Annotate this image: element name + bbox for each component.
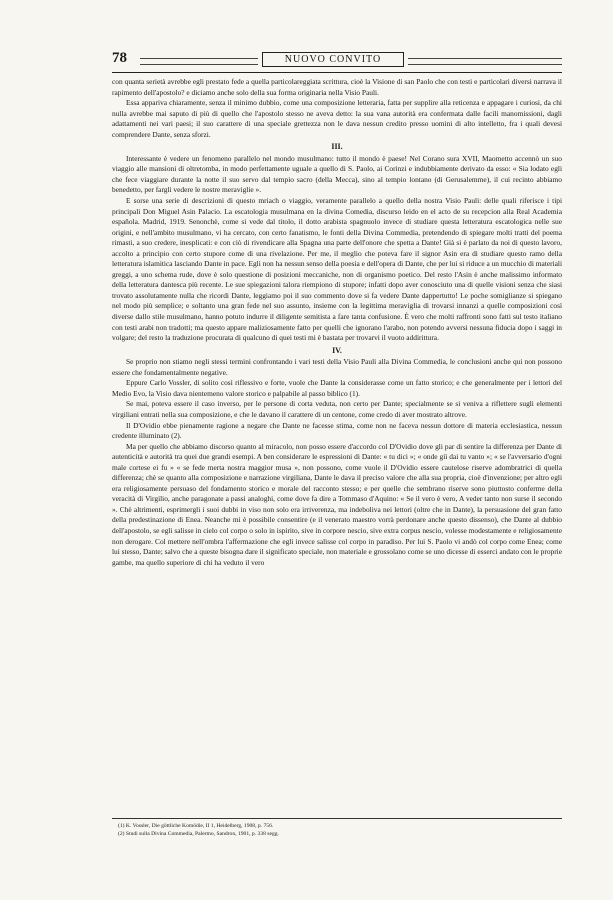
- paragraph: E sorse una serie di descrizioni di questo mriach o viaggio, veramente parallelo a quello della nostra Visio Pauli: delle quali riferisce i tipi principali Don Miguel Asin Palacio. La escatologia musulmana en la divina Comedia, discurso leido en el acto de su recepcion alla Real Academia española. Madrid, 1919. Senonchè, come si vede dal titolo, il dotto arabista spagnuolo invece di studiare questa letteratura escatologica nelle sue origini, e nell'ambito musulmano, vi ha cercato, con certo fanatismo, le fonti della Divina Commedia, pretendendo di spiegare molti tratti del poema rimasti, a suo credere, inesplicati: e con ciò di rivendicare alla Spagna una parte dell'onore che spetta a Dante! Già si è parlato da noi di questo lavoro, accolto a principio con certo stupore come di una rivelazione. Per me, il meglio che poteva fare il signor Asin era di studiare questo ramo della letteratura islamitica lasciando Dante in pace. Egli non ha nessun senso della poesia e dell'opera di Dante, che per lui si riduce a un mucchio di materiali greggi, a uno schema rude, dove è solo questione di posizioni meccaniche, non di organismo poetico. Del resto l'Asin è anche malissimo informato della letteratura dantesca più recente. Le sue spiegazioni talora riempiono di stupore; infatti dopo aver conosciuto una di quelle visioni senza che siasi trovato assolutamente nulla che ricordi Dante, leggiamo poi il suo commento dove si fa vedere Dante dappertutto! Le poche somiglianze si spiegano nel modo più semplice; e soltanto una gran fede nel suo assunto, insieme con la legittima meraviglia di trovarsi innanzi a quelle composizioni così diverse dallo stile musulmano, hanno potuto indurre il diligente semitista a fare tanta confusione. È vero che molti raffronti sono fatti sul testo italiano con testi arabi non tradotti; ma questo appare maliziosamente fatto per quelli che ignorano l'arabo, non potendo avversi nessuna fiducia dopo i saggi in volgare; del resto la traduzione procurata di qualcuno di quei testi mi è bastata per trovarvi il vuoto addirittura.: [112, 196, 562, 343]
- section-heading: IV.: [332, 345, 342, 355]
- footnote: (2) Studi sulla Divina Commedia, Palermo, Sandron, 1901, p. 338 segg.: [118, 831, 279, 837]
- running-header: [112, 48, 562, 73]
- page-number: 78: [112, 50, 127, 66]
- page: [112, 48, 562, 568]
- footnotes: [112, 818, 562, 838]
- article-body: [112, 77, 562, 568]
- header-ornament-left: [140, 58, 258, 65]
- paragraph: Interessante è vedere un fenomeno parallelo nel mondo musulmano: tutto il mondo è paese! Nel Corano sura XVII, Maometto accennò un suo viaggio alle mansioni di oltretomba, in modo perfettamente uguale a quello di S. Paolo, ai Corinzi e indubbiamente derivato da esso: « Sia lodato egli che fece viaggiare durante la notte il suo servo dal tempio sacro (della Mecca), sino al tempio lontano (di Gerusalemme), il cui recinto abbiamo benedetto, per fargli vedere le nostre meraviglie ».: [112, 153, 562, 195]
- footnote: (1) K. Vossler, Die göttliche Komödie, II 1, Heidelberg, 1908, p. 756.: [118, 823, 274, 829]
- header-ornament-right: [408, 58, 562, 65]
- paragraph: Ma per quello che abbiamo discorso quanto al miracolo, non posso essere d'accordo col D'Ovidio dove gli par di sentire la differenza per Dante di autenticità e autorità tra quei due grandi esempi. A ben considerare le espressioni di Dante: « tu dici »; « onde giì dai tu vanto »; « se l'avversario d'ogni male cortese ei fu » « se fede merta nostra maggior musa », non possono, come vuole il D'Ovidio essere cautelose riserve adombratrici di quella differenza; chè se quanto alla composizione e narrazione virgiliana, Dante le dava il preciso valore che alla sua propria, cioè d'invenzione; per altro egli era religiosamente persuaso del fondamento storico e morale del racconto stesso; e per quelle che sembrano riserve sono piuttosto conferme della veracità di Virgilio, anche paragonate a passi analoghi, come dove fa dire a Tommaso d'Aquino: « Se il vero è vero, A veder tanto non surse il secondo ». Chè altrimenti, esprimergli i suoi dubbi in viso non solo era irriverenza, ma indeboliva nei lettori (oltre che in Dante), la persuasione del gran fatto della predestinazione di Enea. Neanche mi è possibile consentire (e il venerato maestro vorrà perdonare anche questo dissenso), che Dante al dubbio dell'apostolo, se egli salisse in cielo col corpo o solo in ispirito, sive in corpore nescio, sive extra corpus nescio, volesse modestamente e religiosamente non derogare. Col mettere nell'ombra l'affermazione che egli invece salisse col corpo in paradiso. Per lui S. Paolo vi andò col corpo come Enea; come lui stesso, Dante; salvo che a queste bisogna dare il significato speciale, non materiale e grossolano come se uno dicesse di esserci andato con le proprie gambe, ma quello superiore di chi ha veduto il vero: [112, 441, 562, 567]
- paragraph: Essa appariva chiaramente, senza il minimo dubbio, come una composizione letteraria, fatta per supplire alla reticenza e appagare i curiosi, da chi nulla avrebbe mai saputo di più di quello che l'apostolo stesso ne aveva detto: la sua vana autorità era confermata dalle facili manomissioni, dagli adattamenti nei vari paesi; il suo carattere di una speciale grettezza non le dava nessun credito presso uomini di alto intelletto, fra i quali devesi comprendere Dante, senza sforzi.: [112, 98, 562, 139]
- paragraph: con quanta serietà avrebbe egli prestato fede a quella particolareggiata scrittura, cioè la Visione di san Paolo che con testi e particolari diversi narrava il rapimento dell'apostolo? e diciamo anche solo della sua forma originaria nella Visio Pauli.: [112, 77, 562, 97]
- journal-title: NUOVO CONVITO: [262, 52, 404, 67]
- paragraph: Eppure Carlo Vossler, di solito così riflessivo e forte, vuole che Dante la considerasse come un fatto storico; e che generalmente per i lettori del Medio Evo, la Visio dava nientemeno valore storico e palpabile al passo biblico (1).: [112, 378, 562, 398]
- paragraph: Se mai, poteva essere il caso inverso, per le persone di corta veduta, non certo per Dante; specialmente se si veniva a riflettere sugli elementi virgiliani entrati nella sua composizione, e che le davano il carattere di un centone, come credo di aver mostrato altrove.: [112, 399, 562, 419]
- paragraph: Il D'Ovidio ebbe pienamente ragione a negare che Dante ne facesse stima, come non ne faceva nessun dottore di materia ecclesiastica, nessun credente illuminato (2).: [112, 420, 562, 441]
- paragraph: Se proprio non stiamo negli stessi termini confrontando i vari testi della Visio Pauli alla Divina Commedia, le conclusioni anche qui non possono essere che fondamentalmente negative.: [112, 357, 562, 377]
- section-heading: III.: [331, 142, 343, 152]
